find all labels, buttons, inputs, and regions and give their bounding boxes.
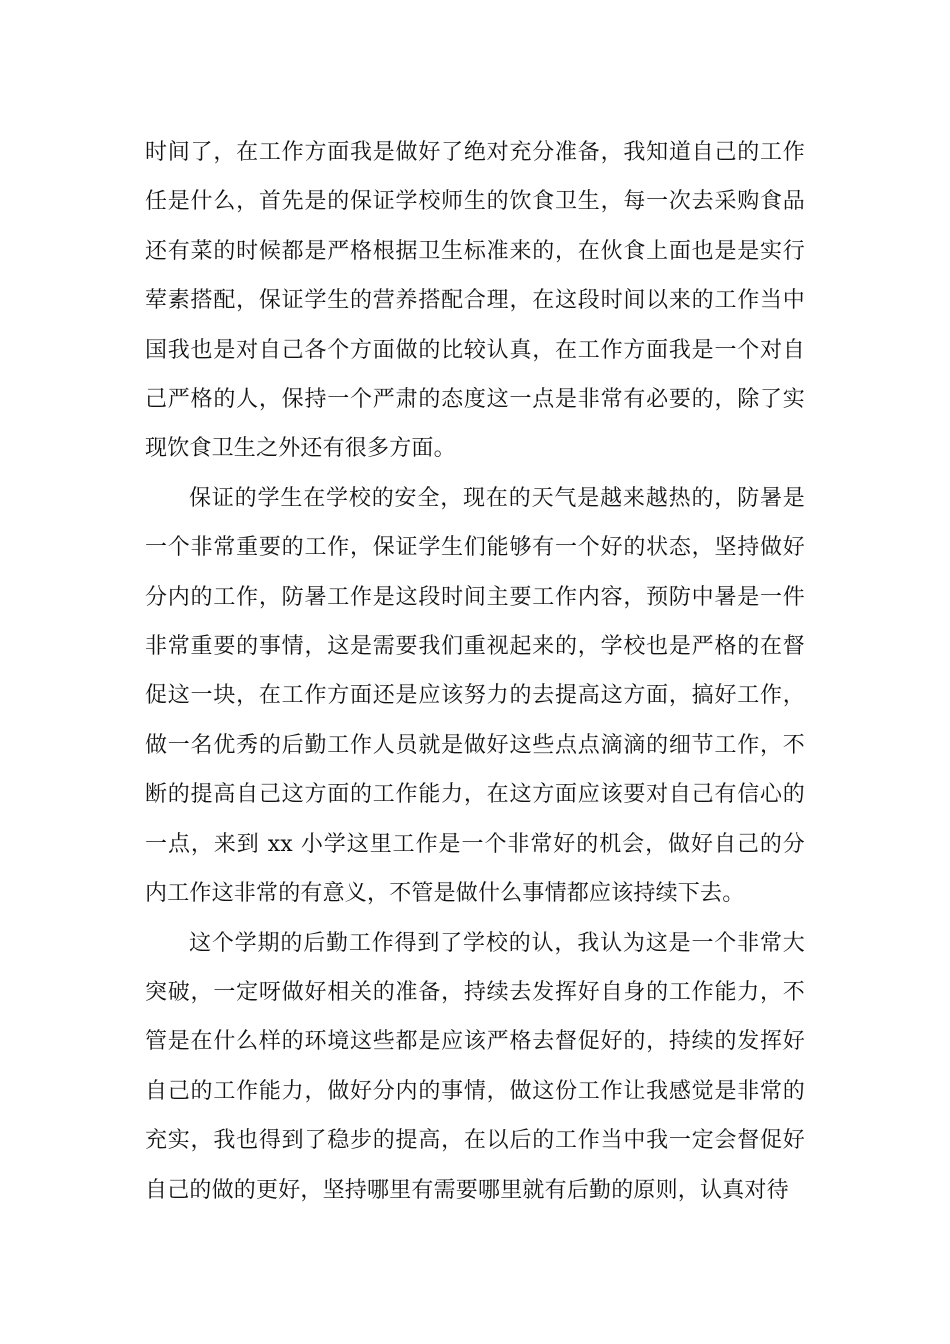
body-text bbox=[145, 128, 805, 1215]
paragraph-semester: 这个学期的后勤工作得到了学校的认，我认为这是一个非常大突破，一定呀做好相关的准备，持续去发挥好自身的工作能力，不管是在什么样的环境这些都是应该严格去督促好的，持续的发挥好自己的工作能力，做好分内的事情，做这份工作让我感觉是非常的充实，我也得到了稳步的提高，在以后的工作当中我一定会督促好自己的做的更好，坚持哪里有需要哪里就有后勤的原则，认真对待 bbox=[145, 930, 805, 1203]
paragraph-safety: 保证的学生在学校的安全，现在的天气是越来越热的，防暑是一个非常重要的工作，保证学生们能够有一个好的状态，坚持做好分内的工作，防暑工作是这段时间主要工作内容，预防中暑是一件非常重要的事情，这是需要我们重视起来的，学校也是严格的在督促这一块，在工作方面还是应该努力的去提高这方面，搞好工作，做一名优秀的后勤工作人员就是做好这些点点滴滴的细节工作，不断的提高自己这方面的工作能力，在这方面应该要对自己有信心的一点，来到 xx 小学这里工作是一个非常好的机会，做好自己的分内工作这非常的有意义，不管是做什么事情都应该持续下去。 bbox=[145, 485, 805, 907]
paragraph-continued: 时间了，在工作方面我是做好了绝对充分准备，我知道自己的工作任是什么，首先是的保证学校师生的饮食卫生，每一次去采购食品还有菜的时候都是严格根据卫生标准来的，在伙食上面也是是实行荤素搭配，保证学生的营养搭配合理，在这段时间以来的工作当中国我也是对自己各个方面做的比较认真，在工作方面我是一个对自己严格的人，保持一个严肃的态度这一点是非常有必要的，除了实现饮食卫生之外还有很多方面。 bbox=[145, 140, 805, 462]
